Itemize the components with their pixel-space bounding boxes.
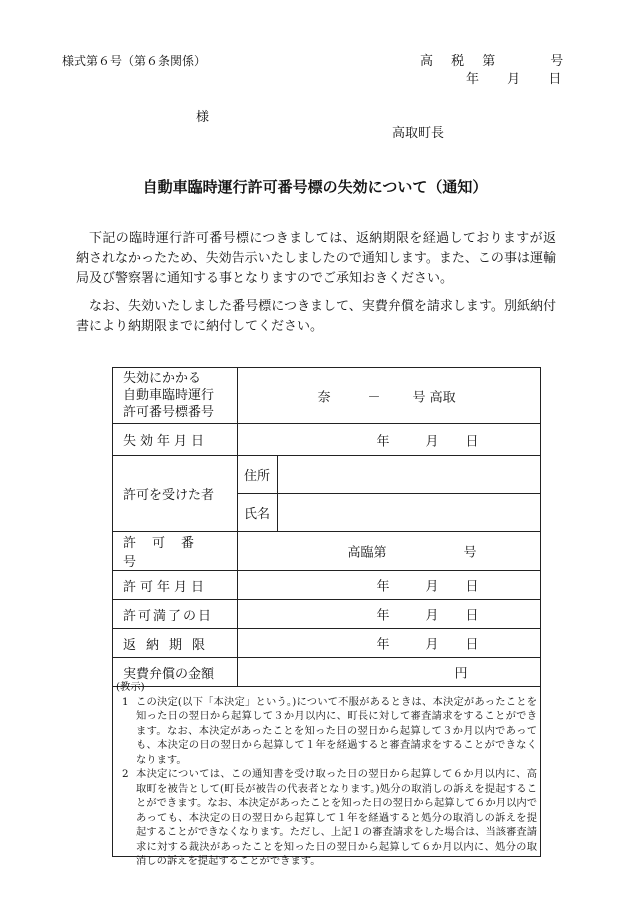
permit-year: 年 <box>376 579 390 595</box>
expire-date-label: 失効年月日 <box>113 424 237 456</box>
permit-date-label: 許可年月日 <box>113 571 237 600</box>
permit-date-value <box>237 571 540 600</box>
name-label: 氏名 <box>237 494 277 532</box>
note-item <box>116 695 537 768</box>
permit-end-year: 年 <box>376 608 390 624</box>
table-row-address <box>113 456 540 494</box>
expire-month: 月 <box>425 434 439 449</box>
permit-end-day: 日 <box>465 608 479 624</box>
date-year: 年 <box>466 72 480 87</box>
compensation-yen: 円 <box>454 666 468 682</box>
permit-end-value <box>237 600 540 629</box>
permit-end-label: 許可満了の日 <box>113 600 237 629</box>
details-table <box>113 368 540 687</box>
address-label: 住所 <box>237 456 277 494</box>
table-row-permit-date <box>113 571 540 600</box>
body-paragraph-1: 下記の臨時運行許可番号標につきましては、返納期限を経過しておりますが返納されなかったため、失効告示いたしましたので通知します。また、この事は運輸局及び警察署に通知する事となりますのでご承知おきください。 <box>76 231 556 286</box>
permit-day: 日 <box>465 579 479 595</box>
form-number: 様式第６号（第６条関係） <box>62 54 207 68</box>
note-number: 1 <box>122 695 129 708</box>
permit-holder-label: 許可を受けた者 <box>113 456 237 532</box>
permit-number-suffix: 号 <box>463 545 477 561</box>
permit-end-month: 月 <box>425 608 439 624</box>
body-paragraph-2: なお、失効いたしました番号標につきまして、実費弁償を請求します。別紙納付書により納期限までに納付してください。 <box>76 299 556 334</box>
permit-number-prefix: 高臨第 <box>347 545 387 561</box>
expire-year: 年 <box>376 434 390 449</box>
table-row-permit-end <box>113 600 540 629</box>
addressee-honorific: 様 <box>196 110 210 125</box>
document-number-prefix: 高 税 第 <box>420 54 503 69</box>
plate-label-line-2: 自動車臨時運行 <box>123 388 215 403</box>
date-day: 日 <box>548 72 562 87</box>
document-number <box>420 50 570 69</box>
expire-day: 日 <box>465 434 479 449</box>
plate-prefix: 奈 <box>317 390 331 405</box>
plate-value <box>237 368 540 424</box>
table-row-plate <box>113 368 540 424</box>
table-row-return-deadline <box>113 629 540 658</box>
table-row-permit-number <box>113 532 540 571</box>
return-month: 月 <box>425 637 439 653</box>
permit-number-value <box>237 532 540 571</box>
note-item <box>116 767 537 869</box>
plate-label-line-3: 許可番号標番号 <box>123 405 215 420</box>
plate-label-line-1: 失効にかかる <box>123 371 202 386</box>
permit-month: 月 <box>425 579 439 595</box>
page-title: 自動車臨時運行許可番号標の失効について（通知） <box>142 178 488 196</box>
sender-name: 高取町長 <box>392 126 445 141</box>
table-row-expire-date <box>113 424 540 456</box>
instructions-notes <box>112 679 541 870</box>
plate-dash: － <box>367 390 381 405</box>
document-number-suffix: 号 <box>550 54 571 69</box>
compensation-label: 実費弁償の金額 <box>113 658 237 687</box>
plate-suffix: 号 高取 <box>412 390 456 405</box>
note-text: この決定(以下「本決定」という。)について不服があるときは、本決定があったことを知った日の翌日から起算して３か月以内に、町長に対して審査請求をすることができます。なお、本決定があったことを知った日の翌日から起算して３か月以内であっても、本決定の日の翌日から起算して１年を経過すると審査請求をすることができなくなります。 <box>136 695 537 766</box>
note-text: 本決定については、この通知書を受け取った日の翌日から起算して６か月以内に、高取町を被告として(町長が被告の代表者となります。)処分の取消しの訴えを提起することができます。なお、本決定があったことを知った日の翌日から起算して６か月以内であっても、本決定の日の翌日から起算して１年を経過すると処分の取消しの訴えを提起することができなくなります。ただし、上記１の審査請求をした場合は、当該審査請求に対する裁決があったことを知った日の翌日から起算して６か月以内に、処分の取消しの訴えを提起することができます。 <box>136 768 537 867</box>
note-number: 2 <box>122 768 129 780</box>
plate-label <box>113 368 237 424</box>
expire-date-value <box>237 424 540 456</box>
name-field <box>277 494 540 532</box>
date-month: 月 <box>507 72 521 87</box>
address-field <box>277 456 540 494</box>
document-date <box>466 68 561 87</box>
return-year: 年 <box>376 637 390 653</box>
notes-heading: (教示) <box>116 681 145 693</box>
return-day: 日 <box>465 637 479 653</box>
permit-number-label: 許可番号 <box>113 532 237 571</box>
return-deadline-label: 返納期限 <box>113 629 237 658</box>
return-deadline-value <box>237 629 540 658</box>
